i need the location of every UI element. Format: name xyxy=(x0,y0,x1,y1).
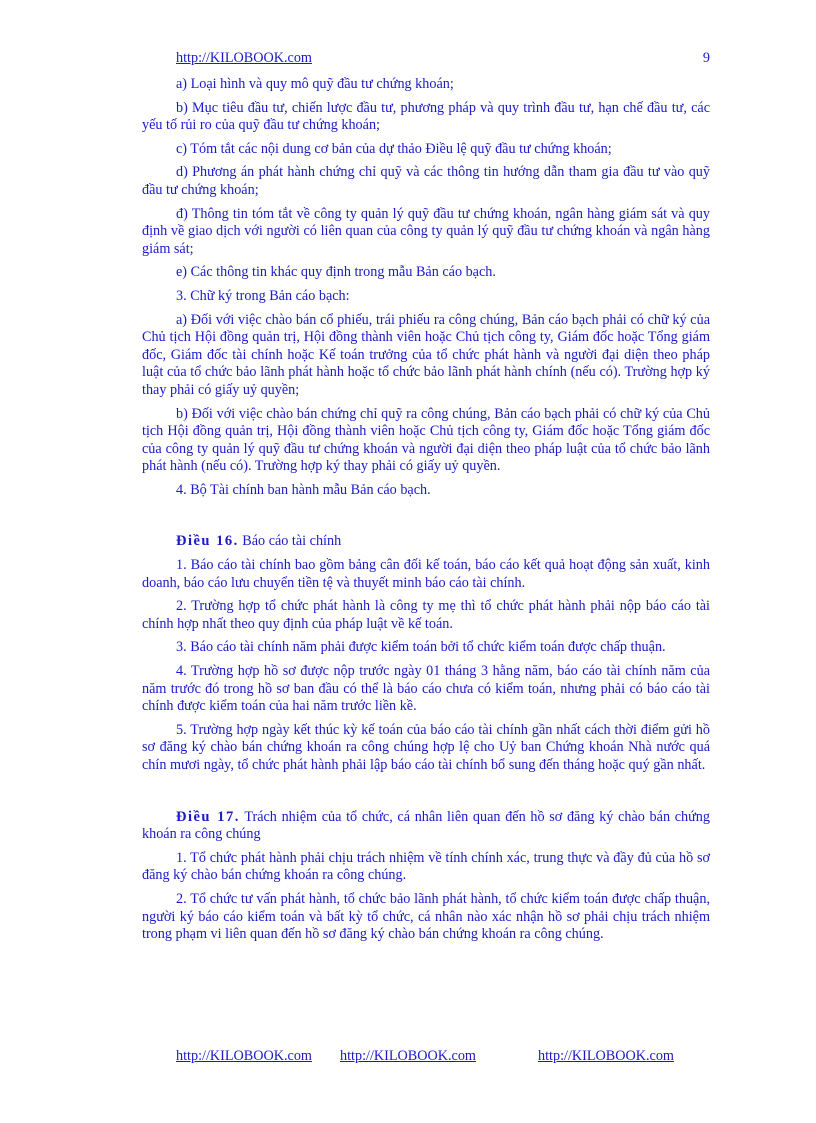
paragraph: e) Các thông tin khác quy định trong mẫu Bản cáo bạch. xyxy=(176,264,496,281)
footer-link-2[interactable]: http://KILOBOOK.com xyxy=(340,1048,476,1064)
page-number: 9 xyxy=(702,50,710,66)
article-16-item: 4. Trường hợp hồ sơ được nộp trước ngày 01 tháng 3 hằng năm, báo cáo tài chính năm của năm trước đó trong hồ sơ ban đầu có thể là báo cáo chưa có kiểm toán, nhưng phải có báo cáo tài chính được kiểm toán của hai năm trước liền kề. xyxy=(142,663,710,715)
document-body xyxy=(142,76,710,950)
paragraph: a) Đối với việc chào bán cổ phiếu, trái phiếu ra công chúng, Bản cáo bạch phải có chữ ký của Chủ tịch Hội đồng quản trị, Hội đồng thành viên hoặc Chủ tịch công ty, Giám đốc hoặc Tổng giám đốc, Giám đốc tài chính hoặc Kế toán trưởng của tổ chức phát hành và người đại diện theo pháp luật của tổ chức bảo lãnh phát hành hoặc tổ chức bảo lãnh phát hành chính (nếu có). Trường hợp ký thay phải có giấy uỷ quyền; xyxy=(142,311,710,398)
paragraph: a) Loại hình và quy mô quỹ đầu tư chứng khoán; xyxy=(176,76,454,92)
page-footer xyxy=(176,1048,696,1066)
article-16-item: 2. Trường hợp tổ chức phát hành là công ty mẹ thì tổ chức phát hành phải nộp báo cáo tài chính hợp nhất theo quy định của pháp luật về kế toán. xyxy=(142,598,710,632)
footer-link-3[interactable]: http://KILOBOOK.com xyxy=(538,1048,674,1064)
article-17-item: 2. Tổ chức tư vấn phát hành, tổ chức bảo lãnh phát hành, tổ chức kiểm toán được chấp thuận, người ký báo cáo kiểm toán và bất kỳ tổ chức, cá nhân nào xác nhận hồ sơ phải chịu trách nhiệm trong phạm vi liên quan đến hồ sơ đăng ký chào bán chứng khoán ra công chúng. xyxy=(142,890,710,943)
article-17-heading xyxy=(142,809,710,844)
footer-link-1[interactable]: http://KILOBOOK.com xyxy=(176,1048,312,1064)
paragraph: b) Đối với việc chào bán chứng chỉ quỹ ra công chúng, Bản cáo bạch phải có chữ ký của Chủ tịch Hội đồng quản trị, Hội đồng thành viên hoặc Chủ tịch công ty, Giám đốc hoặc Tổng giám đốc của công ty quản lý quỹ đầu tư chứng khoán và người đại diện theo pháp luật của tổ chức bảo lãnh phát hành (nếu có). Trường hợp ký thay phải có giấy uỷ quyền. xyxy=(142,405,710,475)
article-17-label: Điều 17. xyxy=(176,808,240,825)
paragraph: d) Phương án phát hành chứng chỉ quỹ và các thông tin hướng dẫn tham gia đầu tư vào quỹ đầu tư chứng khoán; xyxy=(142,164,710,198)
paragraph: đ) Thông tin tóm tắt về công ty quản lý quỹ đầu tư chứng khoán, ngân hàng giám sát và quy định về giao dịch với người có liên quan của công ty quản lý quỹ đầu tư chứng khoán và ngân hàng giám sát; xyxy=(142,205,710,257)
paragraph: b) Mục tiêu đầu tư, chiến lược đầu tư, phương pháp và quy trình đầu tư, hạn chế đầu tư, các yếu tố rủi ro của quỹ đầu tư chứng khoán; xyxy=(142,99,710,134)
page-header xyxy=(176,50,710,68)
article-16-label: Điều 16. xyxy=(176,533,239,550)
header-link[interactable]: http://KILOBOOK.com xyxy=(176,50,312,66)
paragraph: 4. Bộ Tài chính ban hành mẫu Bản cáo bạch. xyxy=(176,481,431,498)
paragraph: c) Tóm tắt các nội dung cơ bản của dự thảo Điều lệ quỹ đầu tư chứng khoán; xyxy=(176,140,612,157)
article-16-title: Báo cáo tài chính xyxy=(238,533,342,550)
article-17-title: Trách nhiệm của tổ chức, cá nhân liên quan đến hồ sơ đăng ký chào bán chứng khoán ra công chúng xyxy=(142,808,710,843)
article-16-item: 5. Trường hợp ngày kết thúc kỳ kế toán của báo cáo tài chính gần nhất cách thời điểm gửi hồ sơ đăng ký chào bán chứng khoán ra công chúng hợp lệ cho Uỷ ban Chứng khoán Nhà nước quá chín mươi ngày, tổ chức phát hành phải lập báo cáo tài chính bổ sung đến tháng hoặc quý gần nhất. xyxy=(142,721,710,773)
article-16-heading xyxy=(142,533,710,551)
paragraph: 3. Chữ ký trong Bản cáo bạch: xyxy=(176,287,350,304)
article-16-item: 3. Báo cáo tài chính năm phải được kiểm toán bởi tổ chức kiểm toán được chấp thuận. xyxy=(176,639,666,656)
article-16-item: 1. Báo cáo tài chính bao gồm bảng cân đối kế toán, báo cáo kết quả hoạt động sản xuất, kinh doanh, báo cáo lưu chuyển tiền tệ và thuyết minh báo cáo tài chính. xyxy=(142,557,710,591)
article-17-item: 1. Tổ chức phát hành phải chịu trách nhiệm về tính chính xác, trung thực và đầy đủ của hồ sơ đăng ký chào bán chứng khoán ra công chúng. xyxy=(142,849,710,884)
